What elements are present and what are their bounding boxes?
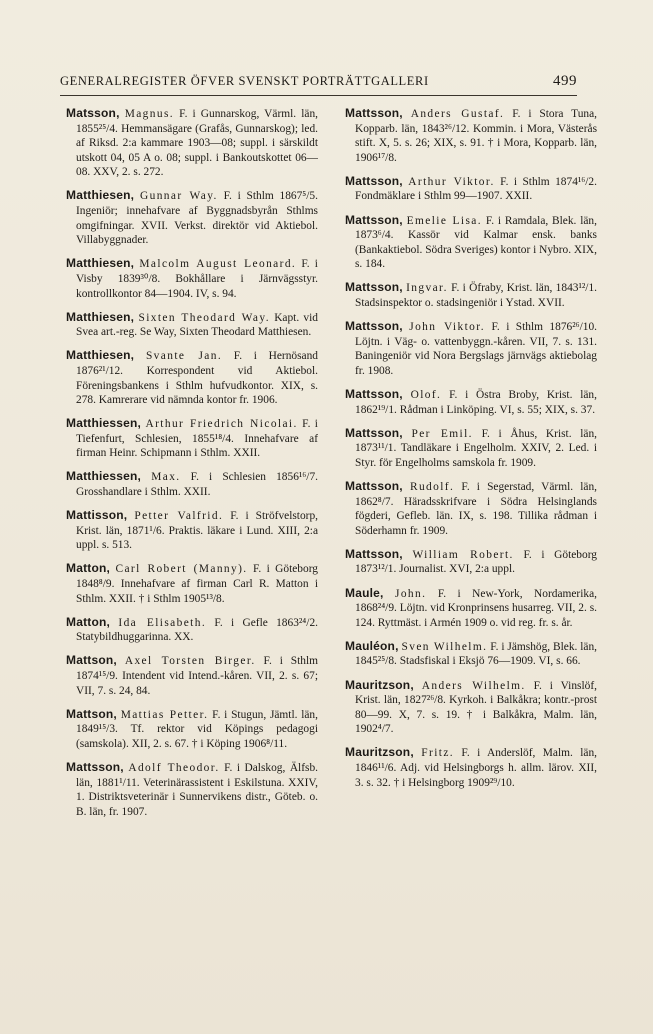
entry-given-names: Per Emil.	[411, 427, 473, 440]
entry-given-names: Malcolm August Leonard.	[139, 258, 297, 271]
register-entry	[345, 479, 597, 538]
header-rule	[60, 95, 577, 96]
register-entry	[345, 745, 597, 790]
entry-biography: F. i Sthlm 1874¹⁵/9. Intendent vid Intend.-kåren. VII, 2. s. 67; VII, 7. s. 24, 84.	[76, 655, 318, 697]
entry-biography: F. i Anderslöf, Malm. län, 1846¹¹/6. Adj. vid Helsingborgs h. allm. lärov. XII, 3. s. 32. † i Helsingborg 1909²⁹/10.	[355, 747, 597, 789]
register-entry	[66, 188, 318, 247]
entry-given-names: Anders Wilhelm.	[421, 679, 526, 692]
entry-given-names: Emelie Lisa.	[406, 214, 482, 227]
register-entry	[66, 760, 318, 819]
entry-biography: F. i Sthlm 1867⁵/5. Ingeniör; innehafvare af Byggnadsbyrån Sthlms omgifningar. XVII. Verkst. direktör vid Aktiebol. Villabyggnader.	[76, 190, 318, 247]
entry-given-names: Svante Jan.	[145, 350, 223, 363]
entry-given-names: Olof.	[410, 389, 442, 401]
entry-surname: Matthiesen,	[66, 309, 135, 324]
register-columns	[66, 106, 597, 986]
register-entry	[345, 387, 597, 417]
entry-surname: Mattsson,	[345, 212, 403, 227]
register-entry	[345, 547, 597, 577]
entry-surname: Mattisson,	[66, 508, 128, 523]
register-entry	[66, 469, 318, 499]
entry-surname: Mattson,	[66, 653, 117, 668]
entry-surname: Mattsson,	[345, 546, 403, 561]
entry-biography: F. i Schlesien 1856¹⁶/7. Grosshandlare i Sthlm. XXII.	[76, 471, 318, 499]
entry-surname: Mattsson,	[66, 759, 124, 774]
entry-surname: Mauritzson,	[345, 745, 414, 760]
entry-surname: Matthiesen,	[66, 348, 135, 363]
entry-surname: Matthiesen,	[66, 188, 135, 203]
entry-given-names: Axel Torsten Birger.	[124, 655, 256, 668]
register-entry	[345, 280, 597, 310]
entry-surname: Matthiessen,	[66, 469, 142, 484]
entry-given-names: Ida Elisabeth.	[118, 616, 207, 629]
register-entry	[66, 615, 318, 645]
register-entry	[66, 561, 318, 606]
entry-biography: F. i Vinslöf, Krist. län, 1827²⁶/8. Kyrkoh. i Balkåkra; kontr.-prost 80—99. X, 7. s. 19. † i Balkåkra, Malm. län, 1902⁴/7.	[355, 679, 597, 736]
entry-given-names: Arthur Friedrich Nicolai.	[145, 418, 298, 431]
entry-surname: Matton,	[66, 614, 111, 629]
entry-surname: Mattsson,	[345, 106, 403, 120]
entry-biography: F. i Jämshög, Blek. län, 1845²⁵/8. Stadsfiskal i Eksjö 76—1909. VI, s. 66.	[355, 640, 597, 668]
entry-given-names: John Viktor.	[409, 321, 486, 334]
register-entry	[66, 508, 318, 553]
entry-given-names: William Robert.	[412, 548, 514, 561]
entry-biography: F. i Dalskog, Älfsb. län, 1881¹/11. Veterinärassistent i Eskilstuna. XXIV, 1. Distriktsveterinär i Sunnervikens distr., Göteb. o. B. län, fr. 1907.	[76, 761, 318, 818]
entry-given-names: John.	[395, 587, 427, 600]
register-entry	[345, 106, 597, 165]
entry-surname: Mattsson,	[345, 173, 403, 188]
entry-biography: F. i Åhus, Krist. län, 1873¹¹/1. Tandläkare i Engelholm. XXIV, 2. Led. i Styr. för Engelholms samskola fr. 1909.	[355, 427, 597, 469]
entry-surname: Maule,	[345, 585, 384, 600]
entry-surname: Mattsson,	[345, 280, 403, 295]
entry-surname: Mattsson,	[345, 425, 403, 440]
entry-biography: F. i Gunnarskog, Värml. län, 1855²⁵/4. Hemmansägare (Grafås, Gunnarskog); led. af Riksd. 2:a kammare 1903—08; suppl. i särskildt utskott 04, 05 A o. 08; suppl. i Bankoutskottet 06—08. XXV, 2. s. 272.	[76, 108, 318, 179]
entry-surname: Mauritzson,	[345, 677, 414, 692]
register-entry	[345, 319, 597, 378]
entry-biography: F. i Östra Broby, Krist. län, 1862¹⁹/1. Rådman i Linköping. VI, s. 55; XIX, s. 37.	[355, 389, 597, 416]
page-number: 499	[553, 73, 577, 89]
entry-given-names: Gunnar Way.	[139, 190, 218, 203]
entry-biography: F. i Visby 1839³⁰/8. Bokhållare i Järnvägsstyr. kontrollkontor 84—1904. IV, s. 94.	[76, 258, 318, 300]
entry-given-names: Arthur Viktor.	[408, 175, 495, 188]
register-entry	[66, 416, 318, 461]
running-head	[60, 73, 577, 93]
register-entry	[345, 213, 597, 272]
entry-given-names: Magnus.	[124, 108, 175, 120]
entry-biography: F. i Gefle 1863²⁴/2. Statybildhuggarinna. XX.	[76, 616, 318, 644]
entry-surname: Mattsson,	[345, 387, 403, 401]
register-entry	[345, 678, 597, 737]
register-entry	[66, 256, 318, 301]
entry-biography: F. i Tiefenfurt, Schlesien, 1855¹⁸/4. Innehafvare af firman Heinr. Schipmann i Sthlm. XXII.	[76, 418, 318, 460]
entry-given-names: Anders Gustaf.	[410, 108, 505, 120]
entry-given-names: Ingvar.	[406, 282, 448, 295]
entry-surname: Mauléon,	[345, 638, 399, 653]
entry-given-names: Sixten Theodard Way.	[138, 311, 270, 324]
register-entry	[345, 174, 597, 204]
entry-surname: Matsson,	[66, 106, 120, 120]
entry-biography: F. i Segerstad, Värml. län, 1862⁸/7. Häradsskrifvare i Södra Helsinglands fögderi, Gefleb. län. IX, s. 198. Tillika rådman i Söderhamn fr. 1909.	[355, 480, 597, 537]
entry-surname: Mattson,	[66, 706, 117, 721]
entry-given-names: Adolf Theodor.	[128, 761, 220, 774]
running-head-title: GENERALREGISTER ÖFVER SVENSKT PORTRÄTTGALLERI	[60, 74, 429, 88]
register-entry	[66, 106, 318, 180]
entry-surname: Matton,	[66, 561, 111, 576]
entry-given-names: Max.	[151, 471, 181, 484]
entry-biography: F. i Göteborg 1848⁸/9. Innehafvare af firman Carl R. Matton i Sthlm. XXII. † i Sthlm 1905¹³/8.	[76, 563, 318, 605]
entry-biography: Kapt. vid Svea art.-reg. Se Way, Sixten Theodard Matthiesen.	[76, 311, 318, 339]
register-entry	[66, 348, 318, 407]
entry-biography: F. i Stugun, Jämtl. län, 1849¹⁵/3. Tf. rektor vid Köpings pedagogi (samskola). XII, 2. s. 67. † i Köping 1906⁸/11.	[76, 708, 318, 750]
register-entry	[345, 639, 597, 669]
register-entry	[66, 653, 318, 698]
entry-surname: Matthiessen,	[66, 416, 142, 431]
entry-biography: F. i Ramdala, Blek. län, 1873⁶/4. Kassör vid Kalmar ensk. banks (Bankaktiebol. Södra Sveriges) kontor i Nybro. XIX, s. 184.	[355, 214, 597, 271]
entry-biography: F. i Hernösand 1876²¹/12. Korrespondent vid Aktiebol. Föreningsbankens i Sthlm hufvudkontor. XIX, s. 278. Kamrerare vid nämnda kontor fr. 1906.	[76, 350, 318, 407]
entry-given-names: Mattias Petter.	[120, 708, 209, 721]
register-entry	[345, 426, 597, 471]
entry-surname: Mattsson,	[345, 478, 403, 493]
entry-biography: F. i Sthlm 1874¹⁶/2. Fondmäklare i Sthlm 99—1907. XXII.	[355, 175, 597, 203]
entry-biography: F. i Ströfvelstorp, Krist. län, 1871¹/6. Praktis. läkare i Lund. XIII, 2:a uppl. s. 513.	[76, 510, 318, 552]
right-column	[345, 106, 597, 986]
entry-given-names: Sven Wilhelm.	[401, 640, 488, 653]
entry-given-names: Fritz.	[421, 747, 455, 760]
register-entry	[66, 707, 318, 752]
entry-given-names: Rudolf.	[409, 480, 455, 493]
entry-biography: F. i New-York, Nordamerika, 1868²⁴/9. Löjtn. vid Kronprinsens husarreg. VII, 2. s. 124. Ryttmäst. i Armén 1909 o. vid reg. fr. s. år.	[355, 587, 597, 629]
entry-biography: F. i Stora Tuna, Kopparb. län, 1843²⁶/12. Kommin. i Mora, Västerås stift. X, 5. s. 26; XIX, s. 91. † i Mora, Kopparb. län, 1906¹⁷/8.	[355, 108, 597, 164]
entry-given-names: Carl Robert (Manny).	[115, 563, 248, 576]
entry-biography: F. i Sthlm 1876²⁶/10. Löjtn. i Väg- o. vattenbyggn.-kåren. VII, 7. s. 131. Baningeniör vid Nora Bergslags järnvägs aktiebolag fr. 1908.	[355, 321, 597, 377]
register-entry	[66, 310, 318, 340]
left-column	[66, 106, 318, 986]
entry-biography: F. i Öfraby, Krist. län, 1843¹²/1. Stadsinspektor o. stadsingeniör i Ystad. XVII.	[355, 282, 597, 310]
entry-surname: Matthiesen,	[66, 256, 135, 271]
entry-surname: Mattsson,	[345, 319, 403, 334]
entry-biography: F. i Göteborg 1873¹²/1. Journalist. XVI, 2:a uppl.	[355, 548, 597, 576]
entry-given-names: Petter Valfrid.	[134, 510, 224, 523]
register-entry	[345, 586, 597, 631]
